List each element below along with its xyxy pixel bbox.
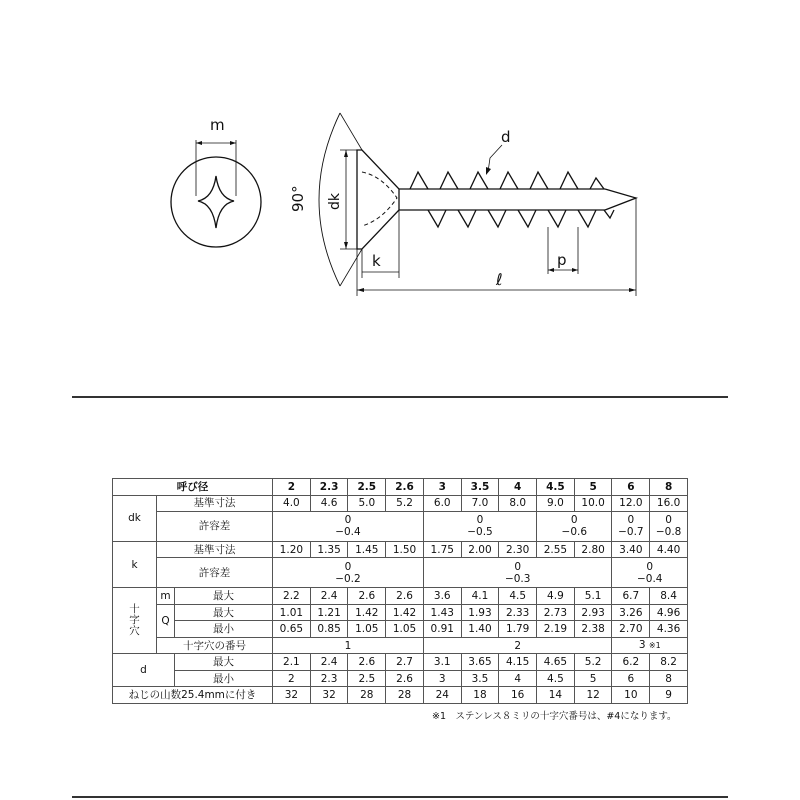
table-cell: 1 <box>273 637 424 654</box>
table-row <box>113 637 688 654</box>
table-cell: 6.2 <box>612 654 650 671</box>
label-d: d <box>501 128 511 146</box>
table-cell: 28 <box>348 687 386 704</box>
table-cell: 6.0 <box>423 495 461 512</box>
recess-char: 十 <box>129 603 140 616</box>
table-cell: 32 <box>273 687 311 704</box>
table-cell: 6.7 <box>612 588 650 605</box>
tol-upper: 0 <box>665 514 672 527</box>
table-cell: 5.2 <box>386 495 424 512</box>
table-cell: 8 <box>650 670 688 687</box>
screw-drawing <box>0 0 800 330</box>
size-header: 2.5 <box>348 479 386 496</box>
table-cell: 5.1 <box>574 588 612 605</box>
tol-upper: 0 <box>476 514 484 527</box>
table-cell: 1.45 <box>348 541 386 558</box>
table-cell: 8.4 <box>650 588 688 605</box>
screw-head <box>357 150 399 249</box>
table-row <box>113 604 688 621</box>
size-header: 5 <box>574 479 612 496</box>
tol-lower: −0.3 <box>504 572 531 585</box>
table-cell: 1.75 <box>423 541 461 558</box>
divider-bottom <box>72 796 728 798</box>
divider-top <box>72 396 728 398</box>
table-cell: 3.5 <box>461 670 499 687</box>
table-cell: 1.05 <box>386 621 424 638</box>
table-cell: 2.5 <box>348 670 386 687</box>
recess-no-note: ※1 <box>648 641 661 651</box>
table-cell: 0.65 <box>273 621 311 638</box>
label-dk: dk <box>327 193 343 210</box>
footnote: ※1 ステンレス８ミリの十字穴番号は、#4になります。 <box>432 711 677 722</box>
k-label: k <box>113 541 157 587</box>
table-row <box>113 512 688 542</box>
table-cell: 2.2 <box>273 588 311 605</box>
size-header: 2.6 <box>386 479 424 496</box>
tol-lower: −0.7 <box>618 526 644 539</box>
table-cell: 2.6 <box>386 670 424 687</box>
table-cell <box>612 558 688 588</box>
label-l: ℓ <box>496 270 503 289</box>
dk-basic-label: 基準寸法 <box>157 495 273 512</box>
table-cell: 9 <box>650 687 688 704</box>
table-cell <box>612 637 688 654</box>
table-cell: 2.80 <box>574 541 612 558</box>
d-min-label: 最小 <box>175 670 273 687</box>
table-cell: 4.9 <box>537 588 575 605</box>
table-cell: 1.43 <box>423 604 461 621</box>
q-min-label: 最小 <box>175 621 273 638</box>
dk-label: dk <box>113 495 157 541</box>
table-row <box>113 670 688 687</box>
tol-upper: 0 <box>344 514 352 527</box>
size-header: 2.3 <box>310 479 348 496</box>
dk-tol-label: 許容差 <box>157 512 273 542</box>
table-row <box>113 621 688 638</box>
tol-lower: −0.8 <box>655 526 682 539</box>
table-cell: 4.65 <box>537 654 575 671</box>
size-header: 3 <box>423 479 461 496</box>
table-cell: 4.36 <box>650 621 688 638</box>
m-max-label: 最大 <box>175 588 273 605</box>
table-cell: 5.2 <box>574 654 612 671</box>
table-cell: 1.01 <box>273 604 311 621</box>
table-row <box>113 588 688 605</box>
table-cell: 2.19 <box>537 621 575 638</box>
table-cell: 1.50 <box>386 541 424 558</box>
table-row <box>113 495 688 512</box>
table-cell <box>273 512 424 542</box>
size-header: 6 <box>612 479 650 496</box>
head-top-view <box>171 157 261 247</box>
tol-upper: 0 <box>570 514 578 527</box>
table-cell: 2.93 <box>574 604 612 621</box>
table-cell: 18 <box>461 687 499 704</box>
table-cell: 8.0 <box>499 495 537 512</box>
k-tol-label: 許容差 <box>157 558 273 588</box>
d-max-label: 最大 <box>175 654 273 671</box>
table-cell: 5.0 <box>348 495 386 512</box>
table-cell: 3.26 <box>612 604 650 621</box>
table-cell: 3.6 <box>423 588 461 605</box>
table-cell: 2.00 <box>461 541 499 558</box>
table-cell: 7.0 <box>461 495 499 512</box>
table-cell: 16.0 <box>650 495 688 512</box>
screw-tip <box>605 189 636 210</box>
table-cell: 2 <box>273 670 311 687</box>
table-cell: 1.93 <box>461 604 499 621</box>
table-cell: 2.4 <box>310 654 348 671</box>
m-label: m <box>157 588 175 605</box>
spec-table <box>112 478 688 704</box>
table-cell: 0.85 <box>310 621 348 638</box>
label-p: p <box>557 251 567 269</box>
table-cell: 4.15 <box>499 654 537 671</box>
size-header: 3.5 <box>461 479 499 496</box>
tol-upper: 0 <box>514 560 522 573</box>
q-max-label: 最大 <box>175 604 273 621</box>
table-cell: 1.21 <box>310 604 348 621</box>
table-cell: 3.40 <box>612 541 650 558</box>
table-cell: 4.5 <box>537 670 575 687</box>
table-cell <box>423 558 612 588</box>
table-cell: 14 <box>537 687 575 704</box>
recess-no-value: 3 <box>638 639 646 652</box>
table-cell <box>650 512 688 542</box>
table-cell: 32 <box>310 687 348 704</box>
table-cell: 1.05 <box>348 621 386 638</box>
tol-lower: −0.2 <box>335 572 361 585</box>
header-label: 呼び径 <box>113 479 273 496</box>
k-basic-label: 基準寸法 <box>157 541 273 558</box>
table-cell: 1.20 <box>273 541 311 558</box>
table-cell: 2.4 <box>310 588 348 605</box>
table-cell: 10.0 <box>574 495 612 512</box>
table-cell: 2.6 <box>386 588 424 605</box>
recess-char: 字 <box>129 614 140 627</box>
table-cell: 4.6 <box>310 495 348 512</box>
table-cell: 1.42 <box>386 604 424 621</box>
table-cell: 2.30 <box>499 541 537 558</box>
tol-upper: 0 <box>646 560 654 573</box>
table-cell: 2.73 <box>537 604 575 621</box>
table-row <box>113 479 688 496</box>
tol-upper: 0 <box>627 514 635 527</box>
label-m: m <box>210 116 225 134</box>
table-cell: 24 <box>423 687 461 704</box>
table-cell: 5 <box>574 670 612 687</box>
table-cell <box>273 558 424 588</box>
table-cell: 2.1 <box>273 654 311 671</box>
table-cell: 2.70 <box>612 621 650 638</box>
table-cell: 28 <box>386 687 424 704</box>
table-row <box>113 687 688 704</box>
table-cell: 4.1 <box>461 588 499 605</box>
table-cell: 2.55 <box>537 541 575 558</box>
table-cell: 3.1 <box>423 654 461 671</box>
table-cell: 1.79 <box>499 621 537 638</box>
table-cell: 8.2 <box>650 654 688 671</box>
recess-label <box>113 588 157 654</box>
tol-lower: −0.5 <box>467 526 493 539</box>
table-cell: 6 <box>612 670 650 687</box>
table-cell: 2.6 <box>348 654 386 671</box>
table-cell: 2 <box>423 637 612 654</box>
table-cell: 4 <box>499 670 537 687</box>
table-cell: 9.0 <box>537 495 575 512</box>
table-cell: 4.96 <box>650 604 688 621</box>
table-cell: 4.40 <box>650 541 688 558</box>
table-cell: 4.5 <box>499 588 537 605</box>
table-cell: 2.33 <box>499 604 537 621</box>
q-label: Q <box>157 604 175 637</box>
table-row <box>113 541 688 558</box>
table-cell <box>612 512 650 542</box>
size-header: 2 <box>273 479 311 496</box>
table-row <box>113 654 688 671</box>
tol-lower: −0.6 <box>561 526 588 539</box>
table-cell: 10 <box>612 687 650 704</box>
table-cell: 1.35 <box>310 541 348 558</box>
recess-char: 穴 <box>129 625 140 638</box>
size-header: 8 <box>650 479 688 496</box>
tol-lower: −0.4 <box>335 526 361 539</box>
label-k: k <box>372 252 381 270</box>
tol-upper: 0 <box>344 560 352 573</box>
tol-lower: −0.4 <box>636 572 663 585</box>
table-cell: 2.6 <box>348 588 386 605</box>
table-cell: 12 <box>574 687 612 704</box>
table-cell: 3.65 <box>461 654 499 671</box>
size-header: 4 <box>499 479 537 496</box>
table-cell: 2.7 <box>386 654 424 671</box>
table-cell: 1.42 <box>348 604 386 621</box>
table-cell <box>537 512 612 542</box>
cross-recess-icon <box>198 176 234 228</box>
table-cell: 16 <box>499 687 537 704</box>
recess-no-label: 十字穴の番号 <box>157 637 273 654</box>
table-cell: 2.38 <box>574 621 612 638</box>
table-cell: 0.91 <box>423 621 461 638</box>
table-cell: 12.0 <box>612 495 650 512</box>
table-cell: 4.0 <box>273 495 311 512</box>
table-row <box>113 558 688 588</box>
label-angle: 90° <box>289 185 307 212</box>
table-cell <box>423 512 536 542</box>
size-header: 4.5 <box>537 479 575 496</box>
table-cell: 2.3 <box>310 670 348 687</box>
table-cell: 3 <box>423 670 461 687</box>
d-label: d <box>113 654 175 687</box>
table-cell: 1.40 <box>461 621 499 638</box>
screw-threads <box>410 172 614 227</box>
threads-label: ねじの山数25.4mmに付き <box>113 687 273 704</box>
